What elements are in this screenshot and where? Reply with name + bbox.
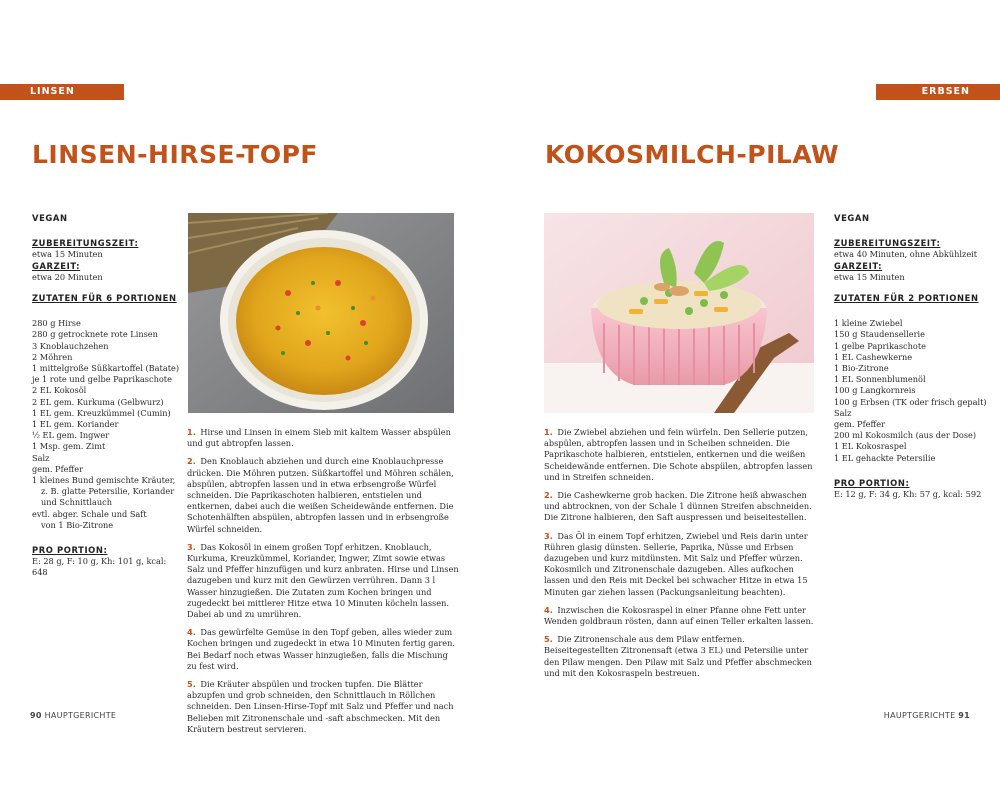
instruction-step: 4. Das gewürfelte Gemüse in den Topf geben, alles wieder zum Kochen bringen und zugedeckt in etwa 10 Minuten fertig garen. Bei Bedarf noch etwas Wasser hinzugießen, falls die Mischung zu fest wird. — [187, 627, 456, 671]
prep-time-value: etwa 15 Minuten — [32, 249, 103, 260]
ingredient-item: 100 g Erbsen (TK oder frisch gepalt) — [834, 396, 987, 407]
ingredient-item: 3 Knoblauchzehen — [32, 340, 109, 351]
ingredient-item: 1 Bio-Zitrone — [834, 363, 889, 374]
ingredient-item: 1 EL gem. Koriander — [32, 419, 119, 430]
ingredient-item: 2 EL gem. Kurkuma (Gelbwurz) — [32, 396, 164, 407]
per-portion-value: E: 28 g, F: 10 g, Kh: 101 g, kcal: 648 — [32, 556, 167, 578]
instructions-right — [544, 427, 818, 686]
instruction-step: 3. Das Öl in einem Topf erhitzen, Zwiebel und Reis darin unter Rühren glasig dünsten. Sellerie, Paprika, Nüsse und Erbsen dazugeben und kurz mitdünsten. Mit Salz und Pfeffer würzen. Kokosmilch und Zitronenschale dazugeben. Alles aufkochen lassen und den Reis mit Deckel bei schwacher Hitze in etwa 15 Minuten gar ziehen lassen (Packungsanleitung beachten). — [544, 530, 808, 597]
instruction-step: 3. Das Kokosöl in einem großen Topf erhitzen. Knoblauch, Kurkuma, Kreuzkümmel, Koriander, Ingwer, Zimt sowie etwas Salz und Pfeffer hinzufügen und kurz anbraten. Hirse und Linsen dazugeben und kurz mit den Gewürzen verrühren. Dann 3 l Wasser hinzugießen. Die Zutaten zum Kochen bringen und zugedeckt bei mittlerer Hitze etwa 10 Minuten köcheln lassen. Dabei ab und zu umrühren. — [187, 541, 459, 620]
ingredient-item: 2 Möhren — [32, 351, 73, 362]
ingredient-item: 1 gelbe Paprikaschote — [834, 340, 926, 351]
instruction-step: 2. Den Knoblauch abziehen und durch eine Knoblauchpresse drücken. Die Möhren putzen. Süßkartoffel und Möhren schälen, abspülen, abtropfen lassen und in etwa erbsengroße Würfel schneiden. Die Paprikaschoten halbieren, entstielen und entkernen, dabei auch die weißen Scheidewände entfernen. Die Schotenhälften abspülen, abtropfen lassen und in erbsengroße Würfel schneiden. — [187, 456, 454, 534]
section-name: HAUPTGERICHTE — [883, 711, 956, 720]
cook-time-label: GARZEIT: — [32, 260, 81, 271]
page-number: 90 — [30, 711, 42, 720]
ingredient-item: gem. Pfeffer — [834, 419, 886, 430]
cook-time-label: GARZEIT: — [834, 260, 883, 271]
per-portion-label: PRO PORTION: — [32, 545, 108, 556]
ingredient-item: 100 g Langkornreis — [834, 385, 916, 396]
ingredient-item: je 1 rote und gelbe Paprikaschote — [32, 374, 172, 385]
prep-time-value: etwa 40 Minuten, ohne Abkühlzeit — [834, 249, 978, 260]
ingredient-item: 280 g getrocknete rote Linsen — [32, 329, 158, 340]
prep-time-label: ZUBEREITUNGSZEIT: — [32, 238, 139, 249]
prep-time-label: ZUBEREITUNGSZEIT: — [834, 238, 941, 249]
diet-label: VEGAN — [834, 213, 870, 223]
ingredients-heading: ZUTATEN FÜR 6 PORTIONEN — [32, 293, 177, 304]
ingredients-heading: ZUTATEN FÜR 2 PORTIONEN — [834, 293, 979, 304]
ingredient-item: 1 EL Sonnenblumenöl — [834, 374, 926, 385]
ingredient-item: von 1 Bio-Zitrone — [41, 519, 114, 530]
ingredient-item: und Schnittlauch — [41, 497, 112, 508]
dish-photo-coconut-pilaf — [544, 213, 814, 413]
per-portion-value: E: 12 g, F: 34 g, Kh: 57 g, kcal: 592 — [834, 489, 982, 500]
ingredient-item: 280 g Hirse — [32, 318, 81, 329]
instruction-step: 1. Die Zwiebel abziehen und fein würfeln. Den Sellerie putzen, abspülen, abtropfen lassen und in Scheiben schneiden. Die Paprikaschote halbieren, entstielen, entkernen und die weißen Scheidewände entfernen. Die Schote abspülen, abtropfen lassen und in Streifen schneiden. — [544, 427, 813, 482]
instruction-step: 2. Die Cashewkerne grob hacken. Die Zitrone heiß abwaschen und abtrocknen, von der Schale 1 dünnen Streifen abschneiden. Die Zitrone halbieren, den Saft auspressen und beiseitestellen. — [544, 490, 812, 523]
dish-photo-lentil-millet — [188, 213, 454, 413]
ingredient-item: 1 kleines Bund gemischte Kräuter, — [32, 475, 176, 486]
recipe-info-right — [834, 213, 987, 500]
page-footer-left — [30, 711, 116, 720]
per-portion-label: PRO PORTION: — [834, 477, 910, 488]
recipe-title-coconut-pilaf: KOKOSMILCH-PILAW — [545, 140, 840, 169]
section-tab-peas: ERBSEN — [876, 84, 1000, 100]
section-tab-lentils: LINSEN — [0, 84, 124, 100]
cook-time-value: etwa 20 Minuten — [32, 271, 103, 282]
instructions-left — [187, 427, 459, 742]
ingredient-item: Salz — [32, 452, 50, 463]
ingredient-item: ½ EL gem. Ingwer — [32, 430, 110, 441]
ingredient-item: z. B. glatte Petersilie, Koriander — [41, 486, 175, 497]
ingredient-item: 200 ml Kokosmilch (aus der Dose) — [834, 430, 977, 441]
recipe-title-lentil-millet-stew: LINSEN-HIRSE-TOPF — [32, 140, 319, 169]
diet-label: VEGAN — [32, 213, 68, 223]
ingredient-item: 1 Msp. gem. Zimt — [32, 441, 106, 452]
page-number: 91 — [958, 711, 970, 720]
ingredients-list — [834, 318, 987, 464]
lentil-bowl-illustration — [188, 213, 454, 413]
ingredient-item: 1 EL Cashewkerne — [834, 351, 913, 362]
ingredient-item: 1 EL gem. Kreuzkümmel (Cumin) — [32, 407, 171, 418]
pilaf-bowl-illustration — [544, 213, 814, 413]
page-footer-right — [884, 711, 970, 720]
ingredients-list — [32, 318, 182, 531]
ingredient-item: 1 kleine Zwiebel — [834, 318, 903, 329]
ingredient-item: 1 mittelgroße Süßkartoffel (Batate) — [32, 363, 180, 374]
ingredient-item: 2 EL Kokosöl — [32, 385, 87, 396]
section-name: HAUPTGERICHTE — [44, 711, 117, 720]
ingredient-item: evtl. abger. Schale und Saft — [32, 508, 147, 519]
ingredient-item: Salz — [834, 407, 852, 418]
recipe-info-left — [32, 213, 182, 579]
ingredient-item: 150 g Staudensellerie — [834, 329, 925, 340]
cook-time-value: etwa 15 Minuten — [834, 271, 905, 282]
instruction-step: 1. Hirse und Linsen in einem Sieb mit kaltem Wasser abspülen und gut abtropfen lassen. — [187, 427, 451, 449]
instruction-step: 5. Die Zitronenschale aus dem Pilaw entfernen. Beiseitegestellten Zitronensaft (etwa 3 EL) und Petersilie unter den Pilaw mengen. Den Pilaw mit Salz und Pfeffer abschmecken und mit den Kokosraspeln bestreuen. — [544, 634, 812, 678]
ingredient-item: gem. Pfeffer — [32, 463, 84, 474]
instruction-step: 4. Inzwischen die Kokosraspel in einer Pfanne ohne Fett unter Wenden goldbraun rösten, dann auf einen Teller erkalten lassen. — [544, 604, 814, 627]
ingredient-item: 1 EL Kokosraspel — [834, 441, 907, 452]
ingredient-item: 1 EL gehackte Petersilie — [834, 452, 936, 463]
instruction-step: 5. Die Kräuter abspülen und trocken tupfen. Die Blätter abzupfen und grob schneiden, den Schnittlauch in Röllchen schneiden. Den Linsen-Hirse-Topf mit Salz und Pfeffer und nach Belieben mit Zitronenschale und -saft abschmecken. Mit den Kräutern bestreut servieren. — [187, 679, 454, 734]
